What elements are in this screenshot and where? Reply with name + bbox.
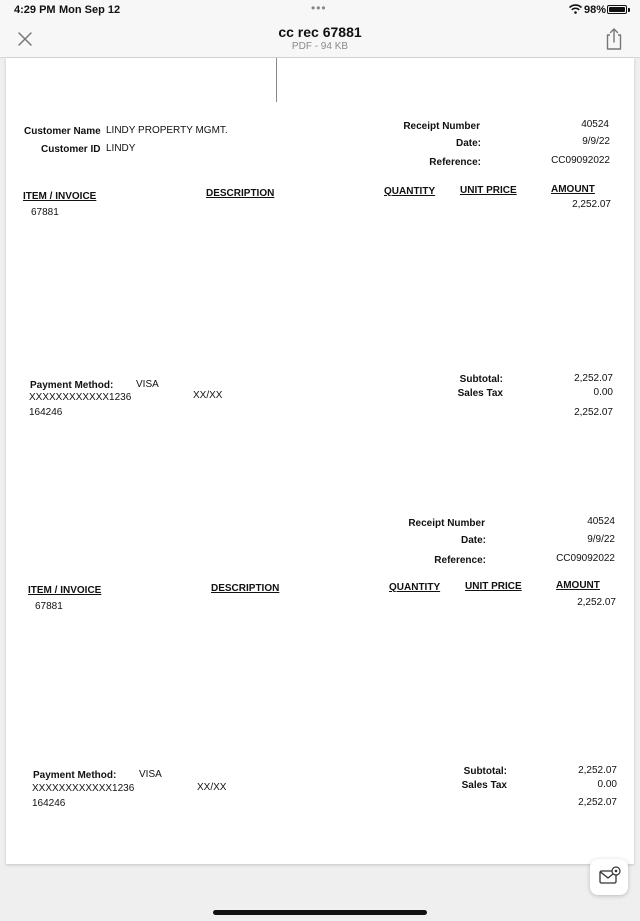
payment-method-value: VISA	[136, 379, 159, 390]
status-date: Mon Sep 12	[59, 4, 121, 16]
date-value: 9/9/22	[587, 534, 615, 545]
reference-value: CC09092022	[551, 155, 610, 166]
auth-code: 164246	[29, 407, 63, 418]
payment-method-label: Payment Method:	[33, 770, 117, 781]
home-indicator[interactable]	[213, 910, 427, 915]
column-header-description: DESCRIPTION	[206, 188, 275, 199]
column-header-unit-price: UNIT PRICE	[460, 185, 517, 196]
wifi-icon	[569, 4, 582, 14]
column-header-amount: AMOUNT	[556, 580, 600, 591]
date-value: 9/9/22	[582, 136, 610, 147]
mail-settings-icon	[590, 859, 628, 895]
document-header	[0, 20, 640, 58]
status-bar	[0, 0, 640, 20]
sales-tax-label: Sales Tax	[457, 388, 503, 399]
column-header-description: DESCRIPTION	[211, 583, 280, 594]
reference-value: CC09092022	[556, 553, 615, 564]
receipt-number-label: Receipt Number	[408, 518, 485, 529]
customer-name-value: LINDY PROPERTY MGMT.	[106, 125, 228, 136]
line-item-invoice: 67881	[35, 601, 63, 612]
customer-id-label: Customer ID	[41, 144, 101, 155]
battery-level-fill	[609, 7, 625, 12]
subtotal-label: Subtotal:	[459, 374, 503, 385]
column-header-item: ITEM / INVOICE	[28, 585, 102, 596]
card-number: XXXXXXXXXXXX1236	[29, 392, 132, 403]
card-number: XXXXXXXXXXXX1236	[32, 783, 135, 794]
mail-settings-button[interactable]	[590, 859, 628, 895]
date-label: Date:	[460, 535, 486, 546]
sales-tax-label: Sales Tax	[461, 780, 507, 791]
share-icon[interactable]	[601, 25, 627, 53]
document-title: cc rec 67881	[278, 24, 362, 40]
battery-icon	[607, 5, 627, 14]
battery-percent: 98%	[584, 4, 607, 16]
customer-name-label: Customer Name	[24, 126, 101, 137]
status-time: 4:29 PM	[14, 4, 56, 16]
column-header-quantity: QUANTITY	[389, 582, 441, 593]
column-header-item: ITEM / INVOICE	[23, 191, 97, 202]
line-item-amount: 2,252.07	[572, 199, 611, 210]
column-header-amount: AMOUNT	[551, 184, 595, 195]
sales-tax-value: 0.00	[593, 387, 613, 398]
total-value: 2,252.07	[578, 797, 617, 808]
subtotal-value: 2,252.07	[574, 373, 613, 384]
line-item-amount: 2,252.07	[577, 597, 616, 608]
auth-code: 164246	[32, 798, 66, 809]
reference-label: Reference:	[429, 157, 481, 168]
payment-method-label: Payment Method:	[30, 380, 114, 391]
receipt-number-value: 40524	[587, 516, 615, 527]
payment-method-value: VISA	[139, 769, 162, 780]
subtotal-value: 2,252.07	[578, 765, 617, 776]
multitasking-dots[interactable]: •••	[311, 1, 327, 15]
reference-label: Reference:	[434, 555, 486, 566]
column-header-unit-price: UNIT PRICE	[465, 581, 522, 592]
card-expiry: XX/XX	[197, 782, 227, 793]
column-header-quantity: QUANTITY	[384, 186, 436, 197]
receipt-number-value: 40524	[581, 119, 609, 130]
customer-id-value: LINDY	[106, 143, 136, 154]
receipt-number-label: Receipt Number	[403, 121, 480, 132]
card-expiry: XX/XX	[193, 390, 223, 401]
subtotal-label: Subtotal:	[463, 766, 507, 777]
battery-tip	[628, 8, 630, 12]
pdf-page[interactable]	[6, 58, 634, 864]
line-item-invoice: 67881	[31, 207, 59, 218]
total-value: 2,252.07	[574, 407, 613, 418]
page-divider-line	[276, 58, 277, 102]
document-subtitle: PDF - 94 KB	[291, 41, 349, 52]
sales-tax-value: 0.00	[597, 779, 617, 790]
date-label: Date:	[455, 138, 481, 149]
